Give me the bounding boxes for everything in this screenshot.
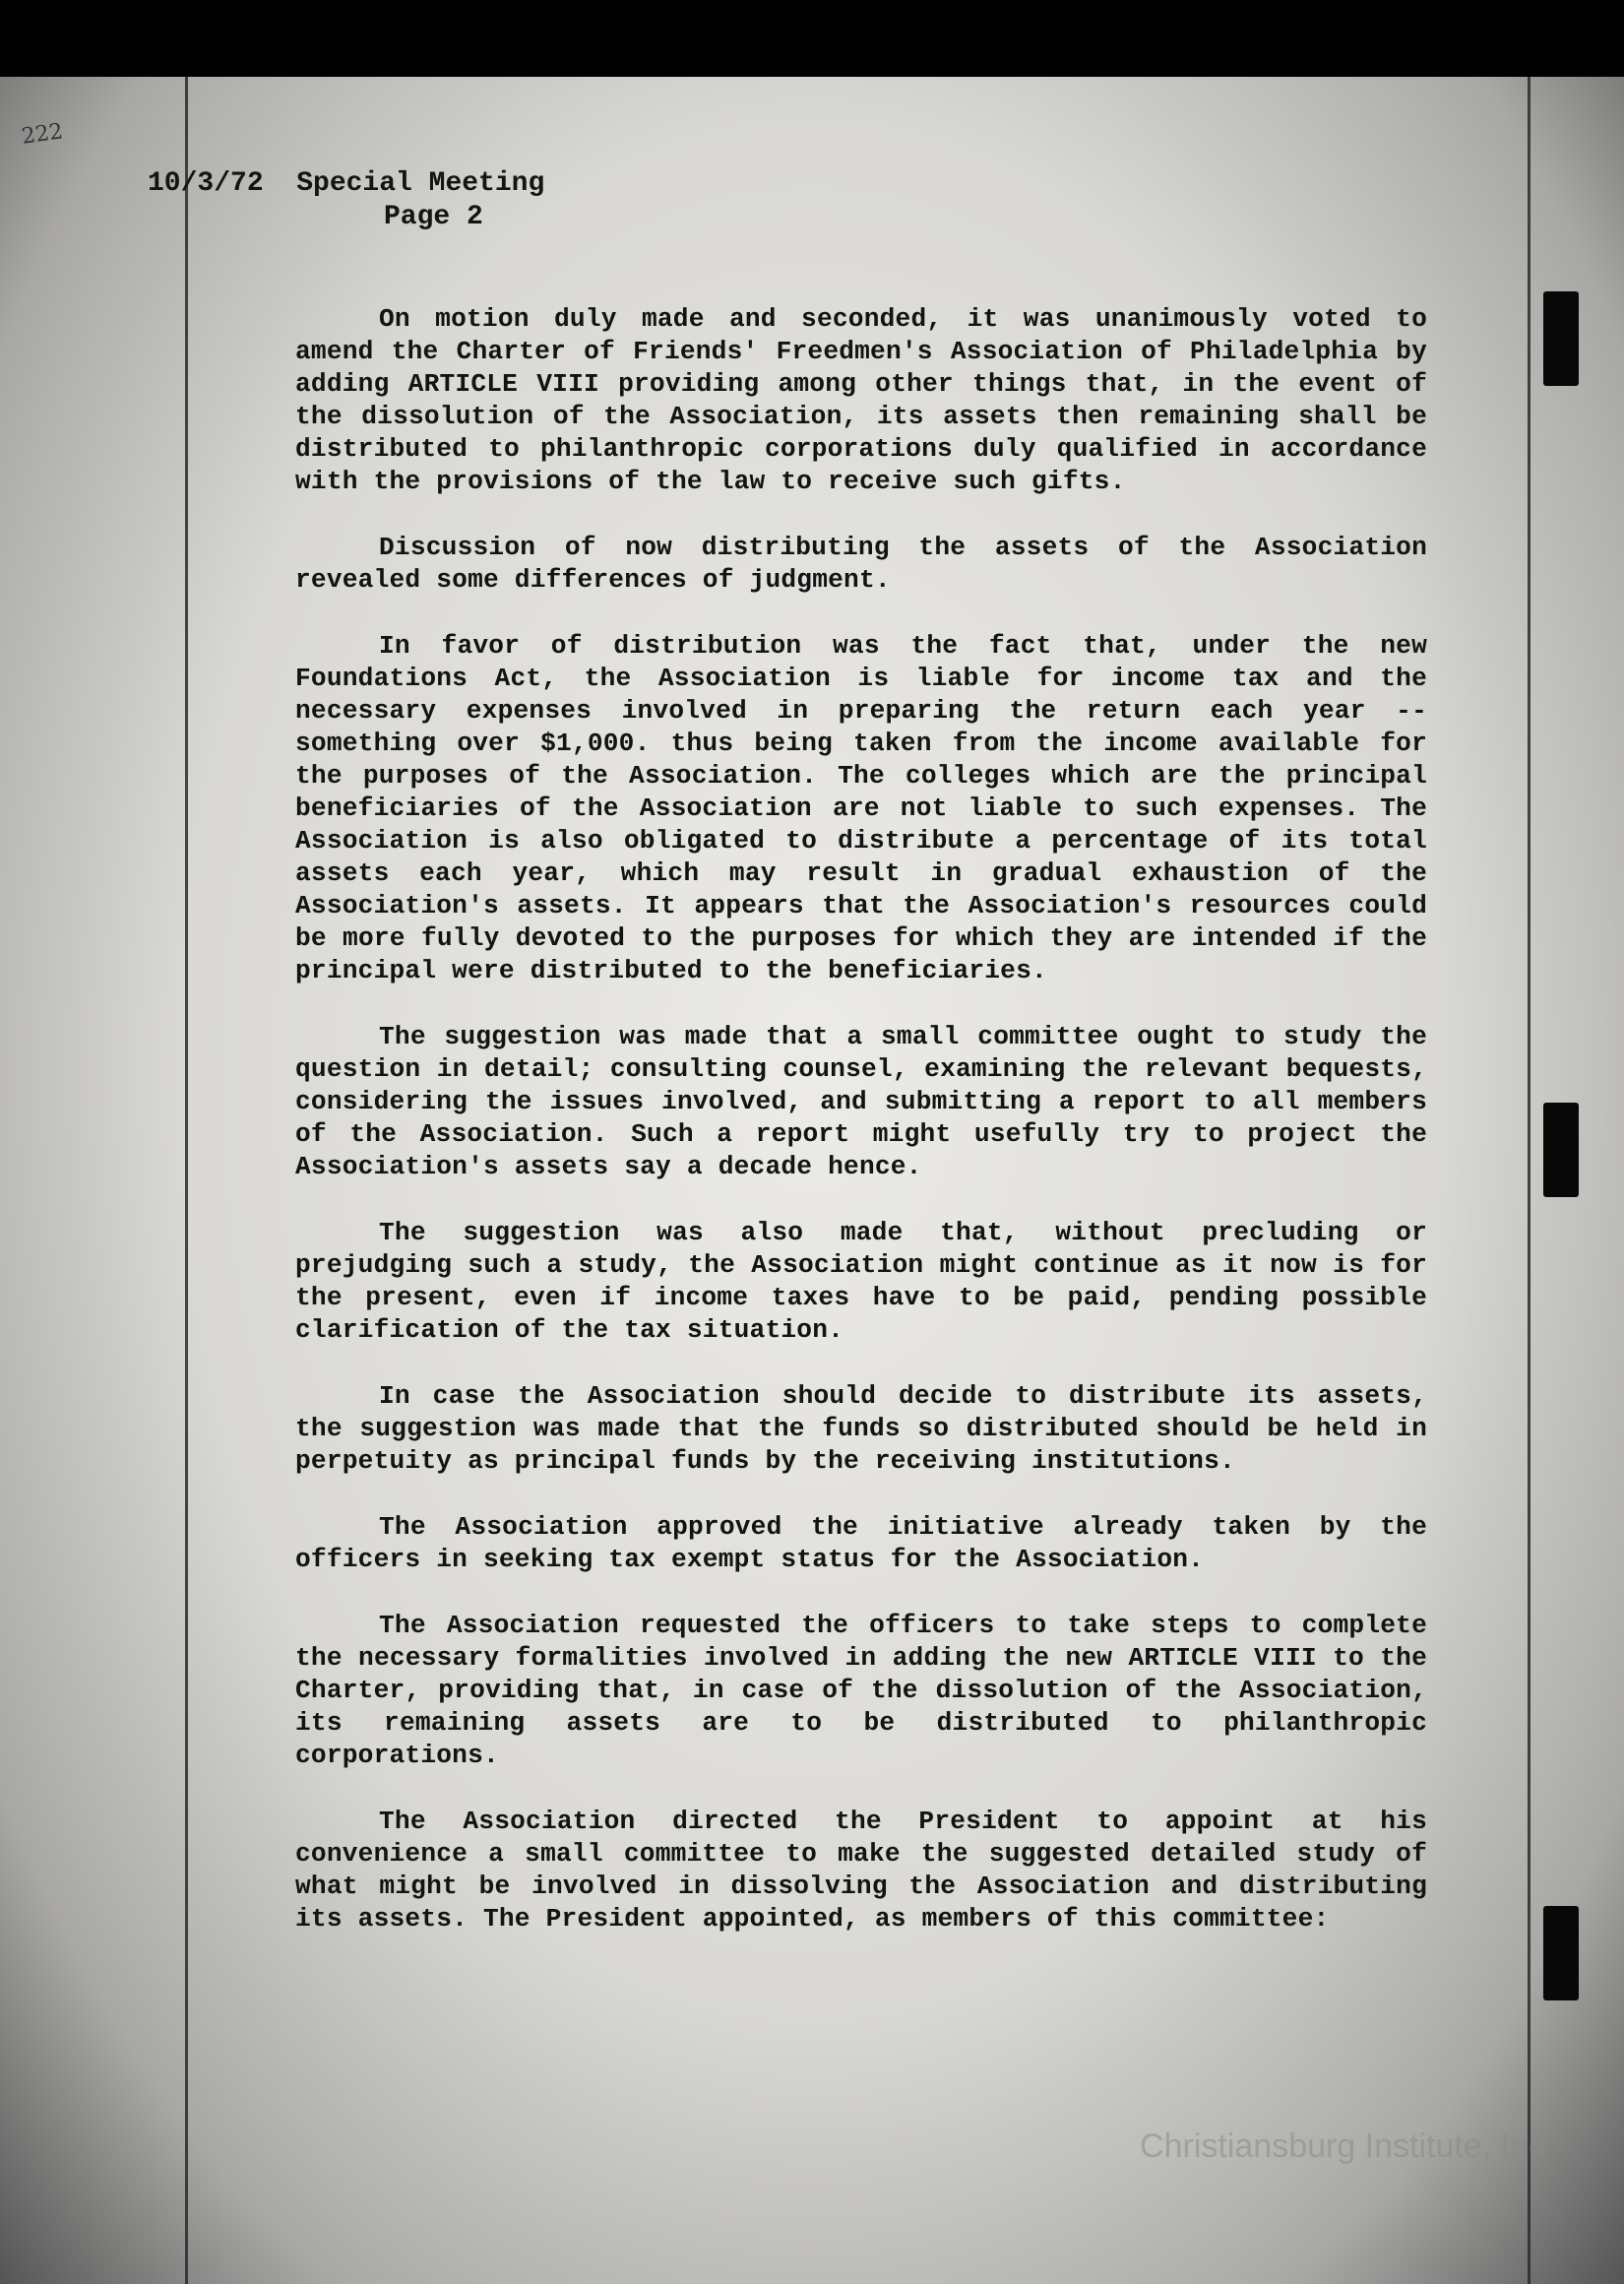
- paragraph: The Association directed the President to appoint at his convenience a small committee to make the suggested detailed study of what might be involved in dissolving the Association and distributing its assets. The President appointed, as members of this committee:: [295, 1807, 1427, 1934]
- paragraph: On motion duly made and seconded, it was unanimously voted to amend the Charter of Friends' Freedmen's Association of Philadelphia by adding ARTICLE VIII providing among other things that, in the event of the dissolution of the Association, its assets then remaining shall be distributed to philanthropic corporations duly qualified in accordance with the provisions of the law to receive such gifts.: [295, 304, 1427, 496]
- paragraph: The suggestion was made that a small committee ought to study the question in detail; consulting counsel, examining the relevant bequests, considering the issues involved, and submitting a report to all members of the Association. Such a report might usefully try to project the Association's assets say a decade hence.: [295, 1022, 1427, 1181]
- paragraph: In case the Association should decide to distribute its assets, the suggestion was made that the funds so distributed should be held in perpetuity as principal funds by the receiving institutions.: [295, 1381, 1427, 1476]
- paragraph: In favor of distribution was the fact that, under the new Foundations Act, the Association is liable for income tax and the necessary expenses involved in preparing the return each year -- something over $1,000. thus being taken from the income available for the purposes of the Association. The colleges which are the principal beneficiaries of the Association are not liable to such expenses. The Association is also obligated to distribute a percentage of its total assets each year, which may result in gradual exhaustion of the Association's assets. It appears that the Association's resources could be more fully devoted to the purposes for which they are intended if the principal were distributed to the beneficiaries.: [295, 631, 1427, 985]
- right-margin-line: [1528, 77, 1530, 2284]
- watermark: Christiansburg Institute, Inc: [1140, 2127, 1545, 2165]
- page-header: [148, 167, 544, 234]
- meeting-title: 10/3/72 Special Meeting: [148, 168, 545, 199]
- left-margin-line: [185, 77, 188, 2284]
- page-number-label: Page 2: [384, 202, 483, 232]
- punch-hole-top: [1543, 291, 1579, 386]
- minutes-body: [295, 303, 1427, 1969]
- paragraph: The Association requested the officers to take steps to complete the necessary formalities involved in adding the new ARTICLE VIII to the Charter, providing that, in case of the dissolution of the Association, its remaining assets are to be distributed to philanthropic corporations.: [295, 1611, 1427, 1770]
- document-page: [0, 77, 1624, 2284]
- punch-hole-middle: [1543, 1103, 1579, 1197]
- handwritten-page-number: 222: [20, 119, 65, 150]
- punch-hole-bottom: [1543, 1906, 1579, 2000]
- paragraph: Discussion of now distributing the assets of the Association revealed some differences of judgment.: [295, 533, 1427, 595]
- paragraph: The Association approved the initiative already taken by the officers in seeking tax exempt status for the Association.: [295, 1512, 1427, 1574]
- paragraph: The suggestion was also made that, without precluding or prejudging such a study, the Association might continue as it now is for the present, even if income taxes have to be paid, pending possible clarification of the tax situation.: [295, 1218, 1427, 1345]
